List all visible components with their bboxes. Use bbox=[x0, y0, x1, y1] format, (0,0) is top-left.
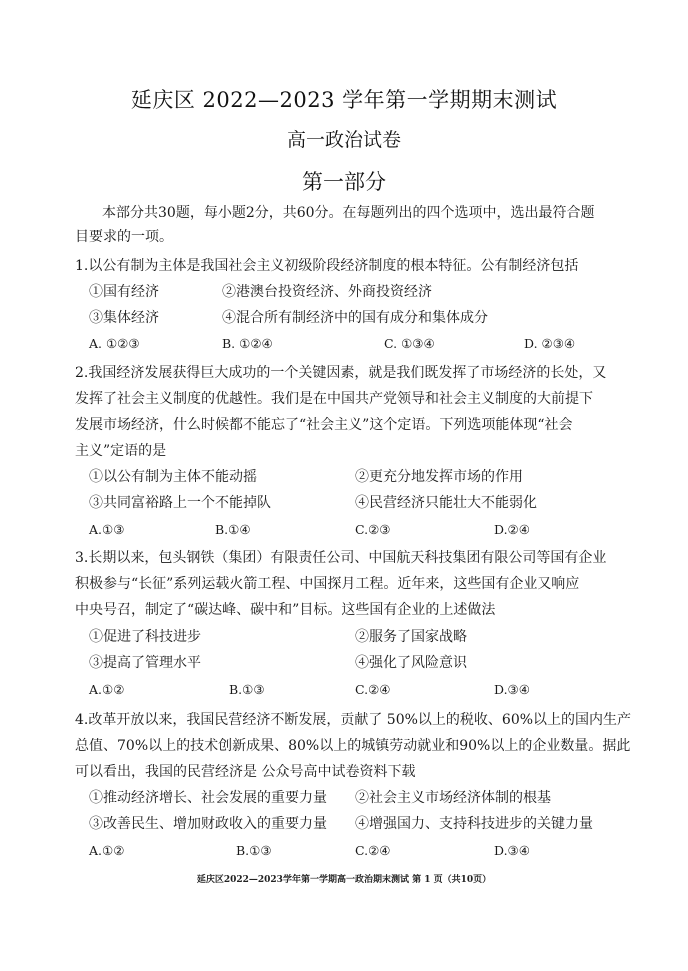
q2-option-3: ③共同富裕路上一个不能掉队 bbox=[89, 495, 271, 511]
q2-stem-line-2: 发挥了社会主义制度的优越性。我们是在中国共产党领导和社会主义制度的大前提下 bbox=[75, 391, 593, 407]
q1-option-2: ②港澳台投资经济、外商投资经济 bbox=[222, 284, 432, 300]
q2-answer-d: D.②④ bbox=[494, 522, 530, 537]
q4-stem-line-3: 可以看出，我国的民营经济是 公众号高中试卷资料下载 bbox=[75, 764, 416, 780]
q3-option-3: ③提高了管理水平 bbox=[89, 655, 201, 671]
q3-option-4: ④强化了风险意识 bbox=[355, 655, 467, 671]
q3-option-2: ②服务了国家战略 bbox=[355, 629, 467, 645]
q4-answer-b: B.①③ bbox=[236, 843, 272, 858]
part-heading: 第一部分 bbox=[302, 170, 386, 194]
q1-answer-b: B. ①②④ bbox=[222, 336, 273, 351]
q2-stem-line-3: 发展市场经济，什么时候都不能忘了“社会主义”这个定语。下列选项能体现“社会 bbox=[75, 417, 573, 433]
q4-answer-d: D.③④ bbox=[494, 843, 530, 858]
page-footer: 延庆区2022—2023学年第一学期高一政治期末测试 第 1 页（共10页） bbox=[196, 875, 492, 885]
q2-answer-c: C.②③ bbox=[355, 522, 391, 537]
q1-stem-line-1: 1.以公有制为主体是我国社会主义初级阶段经济制度的根本特征。公有制经济包括 bbox=[75, 258, 579, 274]
q4-option-2: ②社会主义市场经济体制的根基 bbox=[355, 790, 551, 806]
q4-stem-line-2: 总值、70%以上的技术创新成果、80%以上的城镇劳动就业和90%以上的企业数量。据此 bbox=[75, 738, 631, 754]
q1-answer-d: D. ②③④ bbox=[524, 336, 576, 351]
exam-subtitle: 高一政治试卷 bbox=[286, 129, 401, 151]
q2-option-4: ④民营经济只能壮大不能弱化 bbox=[355, 495, 537, 511]
exam-title: 延庆区 2022—2023 学年第一学期期末测试 bbox=[130, 88, 558, 112]
q2-option-2: ②更充分地发挥市场的作用 bbox=[355, 469, 523, 485]
q1-answer-a: A. ①②③ bbox=[89, 336, 140, 351]
q3-stem-line-1: 3.长期以来，包头钢铁（集团）有限责任公司、中国航天科技集团有限公司等国有企业 bbox=[75, 550, 607, 566]
q1-option-4: ④混合所有制经济中的国有成分和集体成分 bbox=[222, 310, 488, 326]
q3-stem-line-2: 积极参与“长征”系列运载火箭工程、中国探月工程。近年来，这些国有企业又响应 bbox=[75, 576, 580, 592]
q3-stem-line-3: 中央号召，制定了“碳达峰、碳中和”目标。这些国有企业的上述做法 bbox=[75, 602, 496, 618]
q3-answer-c: C.②④ bbox=[355, 682, 391, 697]
q3-answer-a: A.①② bbox=[89, 682, 125, 697]
q3-answer-d: D.③④ bbox=[494, 682, 530, 697]
q2-stem-line-4: 主义”定语的是 bbox=[75, 443, 167, 459]
q3-answer-b: B.①③ bbox=[229, 682, 265, 697]
q4-answer-a: A.①② bbox=[89, 843, 125, 858]
q2-stem-line-1: 2.我国经济发展获得巨大成功的一个关键因素，就是我们既发挥了市场经济的长处，又 bbox=[75, 365, 607, 381]
q4-option-1: ①推动经济增长、社会发展的重要力量 bbox=[89, 790, 327, 806]
q4-answer-c: C.②④ bbox=[355, 843, 391, 858]
intro-line-2: 目要求的一项。 bbox=[75, 229, 173, 245]
intro-line-1: 本部分共30题，每小题2分，共60分。在每题列出的四个选项中，选出最符合题 bbox=[102, 205, 595, 221]
q1-option-3: ③集体经济 bbox=[89, 310, 159, 326]
q3-option-1: ①促进了科技进步 bbox=[89, 629, 201, 645]
q2-answer-b: B.①④ bbox=[215, 522, 251, 537]
q4-option-4: ④增强国力、支持科技进步的关键力量 bbox=[355, 816, 593, 832]
q4-option-3: ③改善民生、增加财政收入的重要力量 bbox=[89, 816, 327, 832]
q2-answer-a: A.①③ bbox=[89, 522, 125, 537]
q2-option-1: ①以公有制为主体不能动摇 bbox=[89, 469, 257, 485]
q4-stem-line-1: 4.改革开放以来，我国民营经济不断发展，贡献了 50%以上的税收、60%以上的国内生产 bbox=[75, 712, 632, 728]
q1-answer-c: C. ①③④ bbox=[384, 336, 435, 351]
q1-option-1: ①国有经济 bbox=[89, 284, 159, 300]
